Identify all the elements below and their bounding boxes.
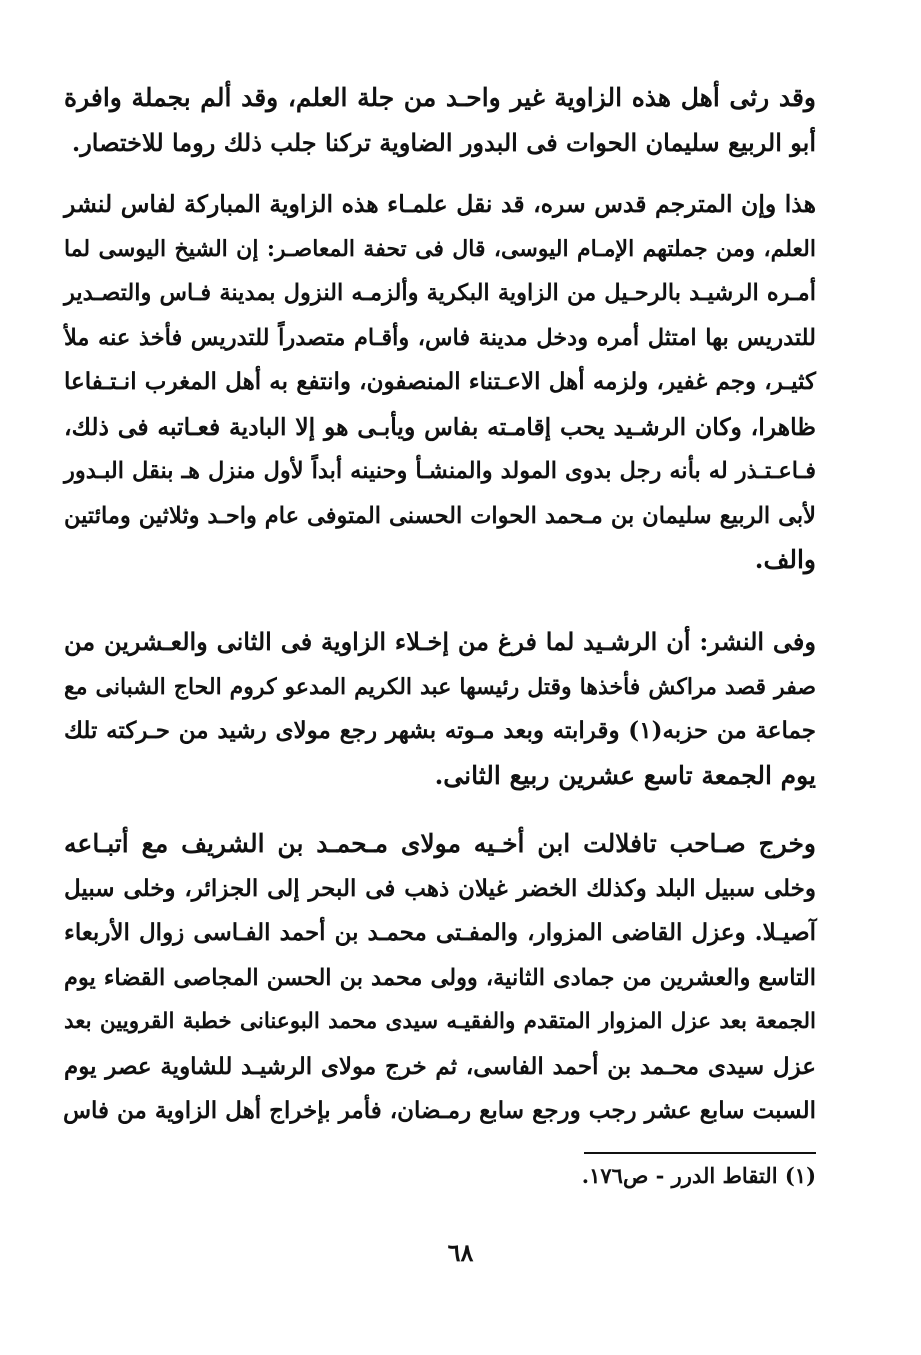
text-line: والف. (754, 545, 816, 574)
paragraph-4 (64, 822, 816, 1134)
footnote-separator (584, 1152, 816, 1154)
text-line: آصيـلا. وعزل القاضى المزوار، والمفـتى محمـد بن أحمد الفـاسى زوال الأربعاء (64, 919, 816, 946)
text-line: أمـره الرشيـد بالرحـيل من الزاوية البكرية وألزمـه النزول بمدينة فـاس والتصـدير (64, 280, 816, 306)
paragraph-2 (64, 182, 816, 583)
page-number: ٦٨ (447, 1238, 474, 1267)
body-text-3 (64, 620, 816, 798)
paragraph-3 (64, 620, 816, 798)
body-text (64, 76, 816, 165)
text-line: وقد رثى أهل هذه الزاوية غير واحـد من جلة العلم، وقد ألم بجملة وافرة (64, 83, 816, 112)
text-line: صفر قصد مراكش فأخذها وقتل رئيسها عبد الكريم المدعو كروم الحاج الشبانى مع (64, 673, 816, 700)
text-line: وفى النشر: أن الرشـيد لما فرغ من إخـلاء الزاوية فى الثانى والعـشرين من (64, 627, 816, 656)
text-line: كثيـر، وجم غفير، ولزمه أهل الاعـتناء المنصفون، وانتفع به أهل المغرب انـتـفاعا (64, 368, 816, 395)
text-line: فـاعـتـذر له بأنه رجل بدوى المولد والمنشـأ وحنينه أبداً لأول منزل هـ بنقل البـدور (64, 458, 816, 484)
text-line: جماعة من حزبه(١) وقرابته وبعد مـوته بشهر رجع مولاى رشيد من حـركته تلك (64, 717, 816, 744)
footnote: (١) التقاط الدرر - ص١٧٦. (581, 1163, 816, 1188)
text-line: يوم الجمعة تاسع عشرين ربيع الثانى. (434, 760, 816, 790)
text-line: الجمعة بعد عزل المزوار المتقدم والفقيـه سيدى محمد البوعنانى خطبة القرويين بعد (64, 1009, 816, 1034)
text-line: ظاهرا، وكان الرشـيد يحب إقامـته بفاس ويأبـى هو إلا البادية فعـاتبه فى ذلك، (64, 412, 816, 441)
body-text-2 (64, 182, 816, 583)
text-line: للتدريس بها امتثل أمره ودخل مدينة فاس، وأقـام متصدراً للتدريس فأخذ عنه ملأ (64, 324, 816, 351)
text-line: وخرج صـاحب تافلالت ابن أخـيه مولاى مـحمـد بن الشريف مع أتبـاعه (64, 829, 816, 858)
text-line: لأبى الربيع سليمان بن مـحمد الحوات الحسنى المتوفى عام واحـد وثلاثين ومائتين (64, 502, 816, 529)
text-line: عزل سيدى محـمد بن أحمد الفاسى، ثم خرج مولاى الرشيـد للشاوية عصر يوم (64, 1052, 816, 1080)
text-line: التاسع والعشرين من جمادى الثانية، وولى محمد بن الحسن المجاصى القضاء يوم (64, 964, 816, 991)
text-line: السبت سابع عشر رجب ورجع سابع رمـضان، فأمر بإخراج أهل الزاوية من فاس (62, 1097, 816, 1124)
text-line: وخلى سبيل البلد وكذلك الخضر غيلان ذهب فى البحر إلى الجزائر، وخلى سبيل (64, 874, 816, 902)
body-text-4 (64, 822, 816, 1134)
paragraph-1 (64, 76, 816, 165)
text-line: هذا وإن المترجم قدس سره، قد نقل علمـاء هذه الزاوية المباركة لفاس لنشر (64, 190, 816, 218)
text-line: أبو الربيع سليمان الحوات فى البدور الضاوية تركنا جلب ذلك روما للاختصار. (71, 127, 816, 157)
text-line: العلم، ومن جملتهم الإمـام اليوسى، قال فى تحفة المعاصـر: إن الشيخ اليوسى لما (64, 235, 816, 262)
